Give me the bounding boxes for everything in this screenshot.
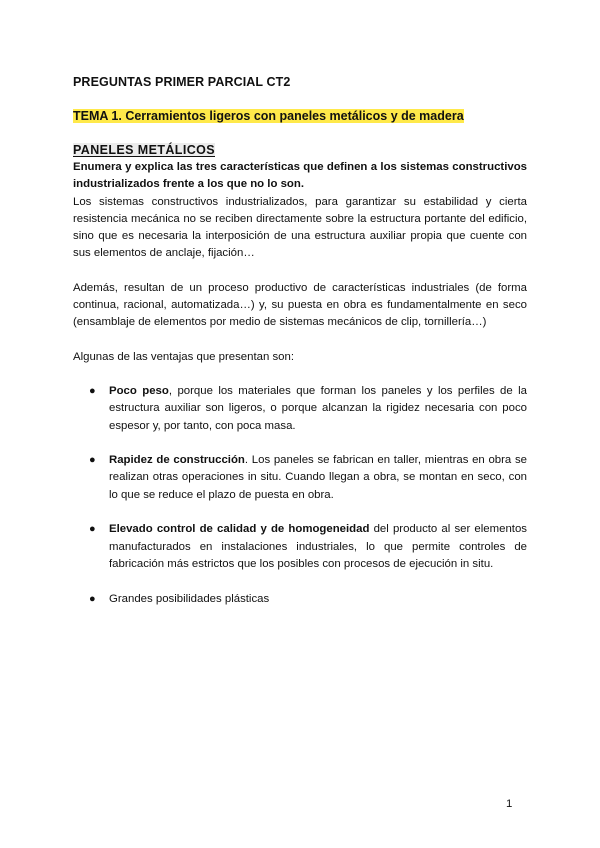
advantage-text: . Los paneles se fabrican en taller, mientras en obra se realizan otras operaciones in situ. Cuando llegan a obra, se montan en seco, con lo que se reduce el plazo de puesta en obra. [109,454,527,501]
advantage-title: Rapidez de construcción [109,454,245,467]
paragraph-stability: Los sistemas constructivos industrializados, para garantizar su estabilidad y cierta resistencia mecánica no se reciben directamente sobre la estructura portante del edificio, sino que es necesaria la interposición de una estructura auxiliar propia que cuente con sus elementos de anclaje, fijación… [73,195,527,260]
topic-highlight: TEMA 1. Cerramientos ligeros con paneles metálicos y de madera [73,109,464,123]
advantage-text: del producto al ser elementos manufacturados en instalaciones industriales, lo que permite controles de fabricación más estrictos que los posibles con procesos de ejecución in situ. [109,523,527,570]
bullet-icon: ● [89,384,96,397]
list-item [73,521,527,573]
bullet-icon: ● [89,592,96,605]
paragraph-spacer [73,332,527,349]
document-title: PREGUNTAS PRIMER PARCIAL CT2 [73,75,291,89]
section-heading [73,142,527,159]
advantage-text: , porque los materiales que forman los paneles y los perfiles de la estructura auxiliar son ligeros, o porque alcanzan la rigidez necesaria con poco espesor y, por tanto, con poca masa. [109,384,527,432]
document-page [73,74,527,625]
advantage-title: Poco peso [109,384,169,397]
page-number: 1 [506,798,513,810]
advantage-title: Elevado control de calidad y de homogeneidad [109,523,370,536]
advantages-list [73,383,527,608]
topic-heading [73,108,527,125]
list-item [73,452,527,504]
list-item [73,591,527,608]
bullet-icon: ● [89,454,96,467]
advantage-text: Grandes posibilidades plásticas [109,592,270,605]
paragraph-advantages-intro: Algunas de las ventajas que presentan son: [73,350,295,363]
question-text: Enumera y explica las tres características que definen a los sistemas constructivos industrializados frente a los que no lo son. [73,161,527,191]
paragraph-spacer [73,263,527,280]
paragraph-production: Además, resultan de un proceso productivo de características industriales (de forma continua, racional, automatizada…) y, su puesta en obra es fundamentalmente en seco (ensamblaje de elementos por medio de sistemas mecánicos de clip, tornillería…) [73,281,527,329]
bullet-icon: ● [89,523,96,536]
section-highlight: PANELES METÁLICOS [73,143,215,157]
list-item [73,383,527,435]
